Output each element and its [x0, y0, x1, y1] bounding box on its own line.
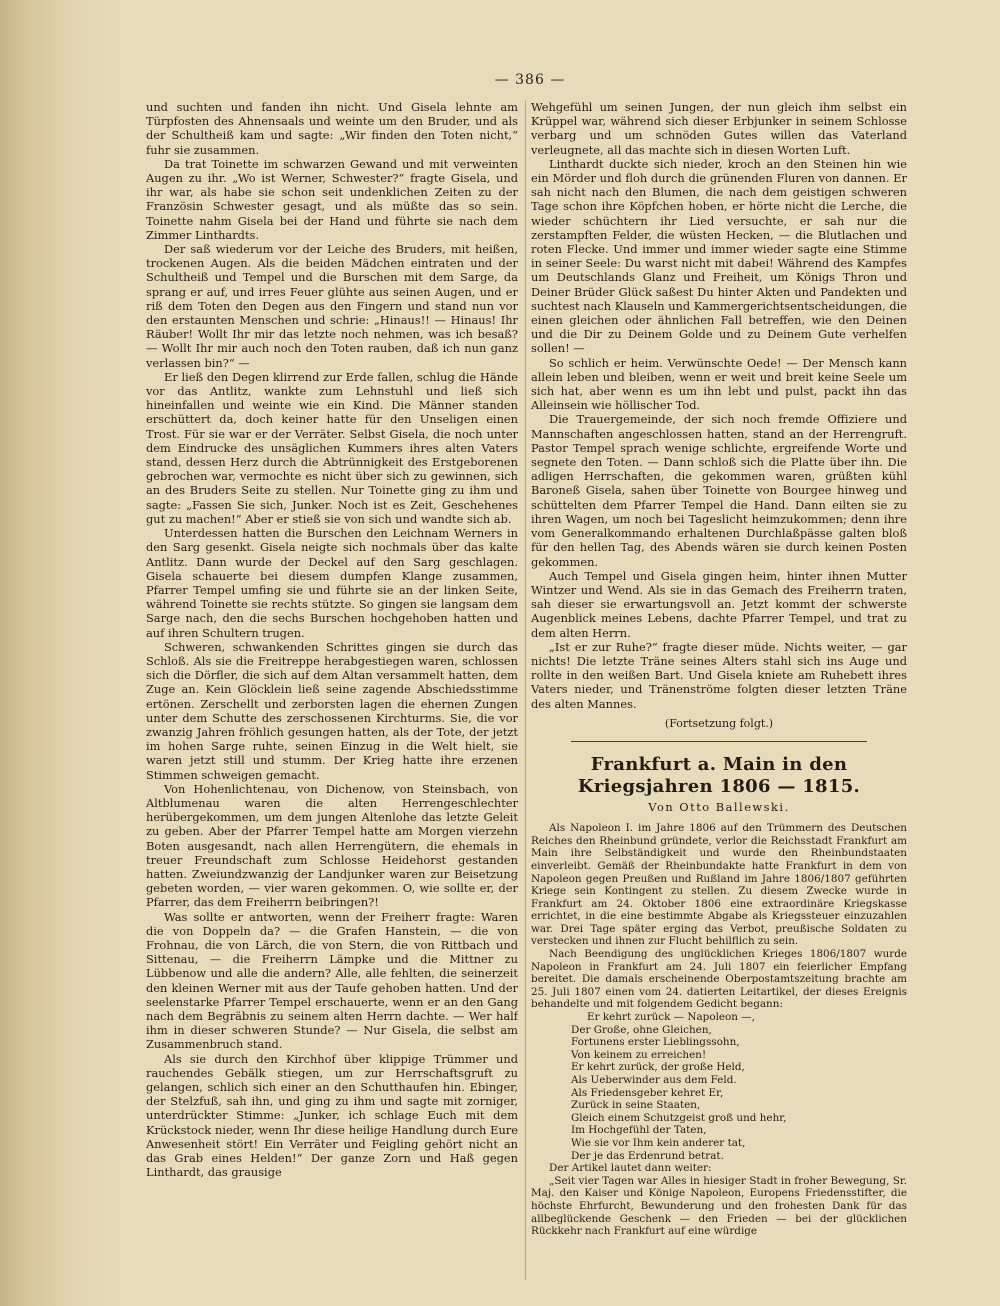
article-title: Frankfurt a. Main in den Kriegsjahren 1806 — 1815. — [577, 753, 861, 797]
left-paragraph-5: Unterdessen hatten die Burschen den Leichnam Werners in den Sarg gesenkt. Gisela neigte sich nochmals über das kalte Antlitz. Dann wurde der Deckel auf den Sarg geschlagen. Gisela schauerte bei diesem dumpfen Klange zusammen, Pfarrer Tempel umfing sie und führte sie an der linken Seite, während Toinette sie rechts stützte. So gingen sie langsam dem Sarge nach, den die sechs Burschen hochgehoben hatten und auf ihren Schultern trugen. — [146, 526, 518, 640]
left-paragraph-6: Schweren, schwankenden Schrittes gingen sie durch das Schloß. Als sie die Freitreppe herabgestiegen waren, schlossen sich die Dörfler, die sich auf dem Altan versammelt hatten, dem Zuge an. Kein Glöcklein ließ seine zagende Abschiedsstimme ertönen. Zerschellt und zerborsten lagen die ehernen Zungen unter dem Schutte des zerschossenen Kirchturms. Sie, die vor zwanzig Jahren fröhlich gesungen hatten, als der Tote, der jetzt im hohen Sarge ruhte, seinen Einzug in die Welt hielt, sie waren jetzt still und stumm. Der Krieg hatte ihre erzenen Stimmen schweigen gemacht. — [146, 639, 518, 782]
article-after-poem-1: Der Artikel lautet dann weiter: — [549, 1162, 712, 1175]
poem — [571, 1011, 907, 1162]
right-paragraph-2: Linthardt duckte sich nieder, kroch an den Steinen hin wie ein Mörder und floh durch die grünenden Fluren von dannen. Er sah nicht nach den Blumen, die nach dem geistigen schweren Tage schon ihre Köpfchen hoben, er hörte nicht die Lerche, die wieder schüchtern ihr Lied versuchte, er sah nur die zerstampften Felder, die wüsten Hecken, — die Blutlachen und roten Flecke. Und immer und immer wieder sagte eine Stimme in seiner Seele: Du warst nicht mit dabei! Während des Kampfes um Deutschlands Glanz und Freiheit, um Königs Thron und Deiner Brüder Glück saßest Du hinter Akten und Pandekten und suchtest nach Klauseln und Kammergerichtsentscheidungen, die einen gleichen oder ähnlichen Fall betreffen, wie den Deinen und die Dir zu Deinem Golde und zu Deinem Gute verhelfen sollen! — — [531, 156, 907, 356]
poem-line: Als Ueberwinder aus dem Feld. — [571, 1074, 737, 1087]
right-paragraph-1: Wehgefühl um seinen Jungen, der nun gleich ihm selbst ein Krüppel war, während sich dieser Erbjunker in seinem Schlosse verbarg und um schnöden Gutes willen das Vaterland verleugnete, all das machte sich in diesen Worten Luft. — [531, 100, 907, 157]
page-left-margin — [0, 0, 120, 1306]
poem-line: Der je das Erdenrund betrat. — [571, 1149, 724, 1162]
right-column — [531, 100, 907, 1300]
left-paragraph-7: Von Hohenlichtenau, von Dichenow, von Steinsbach, von Altblumenau waren die alten Herrengeschlechter herübergekommen, um dem jungen Altenlohe das letzte Geleit zu geben. Aber der Pfarrer Tempel hatte am Morgen vierzehn Boten ausgesandt, nach allen Herrengütern, die ehemals in treuer Freundschaft zum Schlosse Heidehorst gestanden hatten. Zweiundzwanzig der Landjunker waren zur Beisetzung gebeten worden, — vier waren gekommen. O, wie sollte er, der Pfarrer, das dem Freiherrn beibringen?! — [146, 781, 518, 910]
left-paragraph-3: Der saß wiederum vor der Leiche des Bruders, mit heißen, trockenen Augen. Als die beiden Mädchen eintraten und der Schultheiß und Tempel und die Burschen mit dem Sarge, da sprang er auf, und irres Feuer glühte aus seinen Augen, und er riß dem Toten den Degen aus den Fingern und stand nun vor den erstaunten Menschen und schrie: „Hinaus!! — Hinaus! Ihr Räuber! Wollt Ihr mir das letzte noch nehmen, was ich besaß? — Wollt Ihr mir auch noch den Toten rauben, daß ich nun ganz verlassen bin?“ — — [146, 242, 518, 370]
continued-note: (Fortsetzung folgt.) — [664, 716, 774, 730]
right-paragraph-5: Auch Tempel und Gisela gingen heim, hinter ihnen Mutter Wintzer und Wend. Als sie in das Gemach des Freiherrn traten, sah dieser sie erwartungsvoll an. Jetzt kommt der schwerste Augenblick meines Lebens, dachte Pfarrer Tempel, und trat zu dem alten Herrn. — [531, 568, 907, 640]
poem-line: Im Hochgefühl der Taten, — [571, 1124, 707, 1137]
article-paragraph-2: Nach Beendigung des unglücklichen Krieges 1806/1807 wurde Napoleon in Frankfurt am 24. Juli 1807 ein feierlicher Empfang bereitet. Die damals erscheinende Oberpostamtszeitung brachte am 25. Juli 1807 einen vom 24. datierten Leitartikel, der dieses Ereignis behandelte und mit folgendem Gedicht begann: — [531, 948, 907, 1011]
poem-line: Wie sie vor Ihm kein anderer tat, — [571, 1136, 746, 1149]
article-after-poem-2: „Seit vier Tagen war Alles in hiesiger Stadt in froher Bewegung, Sr. Maj. den Kaiser und Könige Napoleon, Europens Friedensstifter, die höchste Ehrfurcht, Bewunderung und den frohesten Dank für das allbeglückende Geschenk — den Frieden — bei der glücklichen Rückkehr nach Frankfurt auf eine würdige — [531, 1174, 907, 1238]
left-paragraph-9: Als sie durch den Kirchhof über klippige Trümmer und rauchendes Gebälk stiegen, um zur Herrschaftsgruft zu gelangen, schlich sich einer an den Schutthaufen hin. Ebinger, der Stelzfuß, sah ihn, und ging zu ihm und sagte mit zorniger, unterdrückter Stimme: „Junker, ich schlage Euch mit dem Krückstock nieder, wenn Ihr diese heilige Handlung durch Eure Anwesenheit stört! Ein Verräter und Feigling gehört nicht an das Grab eines Helden!“ Der ganze Zorn und Haß gegen Linthardt, das grausige — [146, 1051, 518, 1180]
right-paragraph-3: So schlich er heim. Verwünschte Oede! — Der Mensch kann allein leben und bleiben, wenn er weit und breit keine Seele um sich hat, aber wenn es um ihn lebt und pulst, packt ihn das Alleinsein wie höllischer Tod. — [531, 355, 907, 413]
poem-line: Von keinem zu erreichen! — [571, 1048, 707, 1061]
left-paragraph-8: Was sollte er antworten, wenn der Freiherr fragte: Waren die von Doppeln da? — die Grafen Hanstein, — die von Frohnau, die von Lärch, die von Stern, die von Rittbach und Sittenau, — die Freiherrn Lämpke und die Mittner zu Lübbenow und alle die andern? Alle, alle fehlten, die seinerzeit den kleinen Werner mit aus der Taufe gehoben hatten. Und der seelenstarke Pfarrer Tempel erschauerte, wenn er an den Gang nach dem Begräbnis zu seinem alten Herrn dachte. — Wer half ihm in dieser schweren Stunde? — Nur Gisela, die selbst am Zusammenbruch stand. — [146, 909, 518, 1052]
poem-line: Gleich einem Schutzgeist groß und hehr, — [571, 1111, 787, 1124]
poem-line: Fortunens erster Lieblingssohn, — [571, 1036, 740, 1049]
column-divider — [525, 100, 526, 1280]
page-number: — 386 — — [494, 72, 566, 88]
poem-line: Er kehrt zurück — Napoleon —, — [587, 1011, 755, 1024]
article-byline: Von Otto Ballewski. — [648, 799, 790, 814]
left-paragraph-1: und suchten und fanden ihn nicht. Und Gisela lehnte am Türpfosten des Ahnensaals und weinte um den Bruder, und als der Schultheiß kam und sagte: „Wir finden den Toten nicht,“ fuhr sie zusammen. — [146, 100, 518, 157]
section-rule — [571, 741, 867, 742]
left-paragraph-2: Da trat Toinette im schwarzen Gewand und mit verweinten Augen zu ihr. „Wo ist Werner, Schwester?“ fragte Gisela, und ihr war, als habe sie schon seit undenklichen Zeiten zu der Französin Schwester gesagt, und als müßte das so sein. Toinette nahm Gisela bei der Hand und führte sie nach dem Zimmer Linthardts. — [146, 156, 518, 242]
poem-line: Er kehrt zurück, der große Held, — [571, 1061, 745, 1074]
right-paragraph-4: Die Trauergemeinde, der sich noch fremde Offiziere und Mannschaften angeschlossen hatten, stand an der Herrengruft. Pastor Tempel sprach wenige schlichte, ergreifende Worte und segnete den Toten. — Dann schloß sich die Platte über ihn. Die adligen Herrschaften, die gekommen waren, grüßten kühl Baroneß Gisela, sahen über Toinette von Bourgee hinweg und schüttelten dem Pfarrer Tempel die Hand. Dann eilten sie zu ihren Wagen, um noch bei Tageslicht heimzukommen; denn ihre vom Generalkommando erhaltenen Durchlaßpässe galten bloß für den hellen Tag, des Abends wären sie durch keinen Posten gekommen. — [531, 412, 907, 569]
left-paragraph-4: Er ließ den Degen klirrend zur Erde fallen, schlug die Hände vor das Antlitz, wankte zum Lehnstuhl und ließ sich hineinfallen und weinte wie ein Kind. Die Männer standen erschüttert da, doch keiner hatte für den Unseligen einen Trost. Für sie war er der Verräter. Selbst Gisela, die noch unter dem Eindrucke des unsäglichen Kummers ihres alten Vaters stand, dessen Herz durch die Abtrünnigkeit des Erstgeborenen gebrochen war, vermochte es nicht über sich zu gewinnen, sich an des Bruders Seite zu stellen. Nur Toinette ging zu ihm und sagte: „Fassen Sie sich, Junker. Noch ist es Zeit, Geschehenes gut zu machen!“ Aber er stieß sie von sich und wandte sich ab. — [146, 369, 518, 526]
article-paragraph-1: Als Napoleon I. im Jahre 1806 auf den Trümmern des Deutschen Reiches den Rheinbund gründete, verlor die Reichsstadt Frankfurt am Main ihre Selbständigkeit und wurde den Rheinbundstaaten einverleibt. Gemäß der Rheinbundakte hatte Frankfurt in dem von Napoleon gegen Preußen und Rußland im Jahre 1806/1807 geführten Kriege sein Kontingent zu stellen. Zu diesem Zwecke wurde in Frankfurt am 24. Oktober 1806 eine extraordinäre Kriegskasse errichtet, in die eine bestimmte Abgabe als Kriegssteuer einzuzahlen war. Drei Tage später erging das Verbot, preußische Soldaten zu verstecken und ihnen zur Flucht behilflich zu sein. — [531, 822, 907, 948]
poem-line: Der Große, ohne Gleichen, — [571, 1023, 712, 1036]
left-column — [146, 100, 518, 1300]
poem-line: Zurück in seine Staaten, — [571, 1099, 701, 1112]
right-paragraph-6: „Ist er zur Ruhe?“ fragte dieser müde. Nichts weiter, — gar nichts! Die letzte Träne seines Alters stahl sich ins Auge und rollte in den weißen Bart. Und Gisela kniete am Ruhebett ihres Vaters nieder, und Tränenströme folgten dieser letzten Träne des alten Mannes. — [531, 639, 907, 711]
poem-line: Als Friedensgeber kehret Er, — [571, 1086, 724, 1099]
